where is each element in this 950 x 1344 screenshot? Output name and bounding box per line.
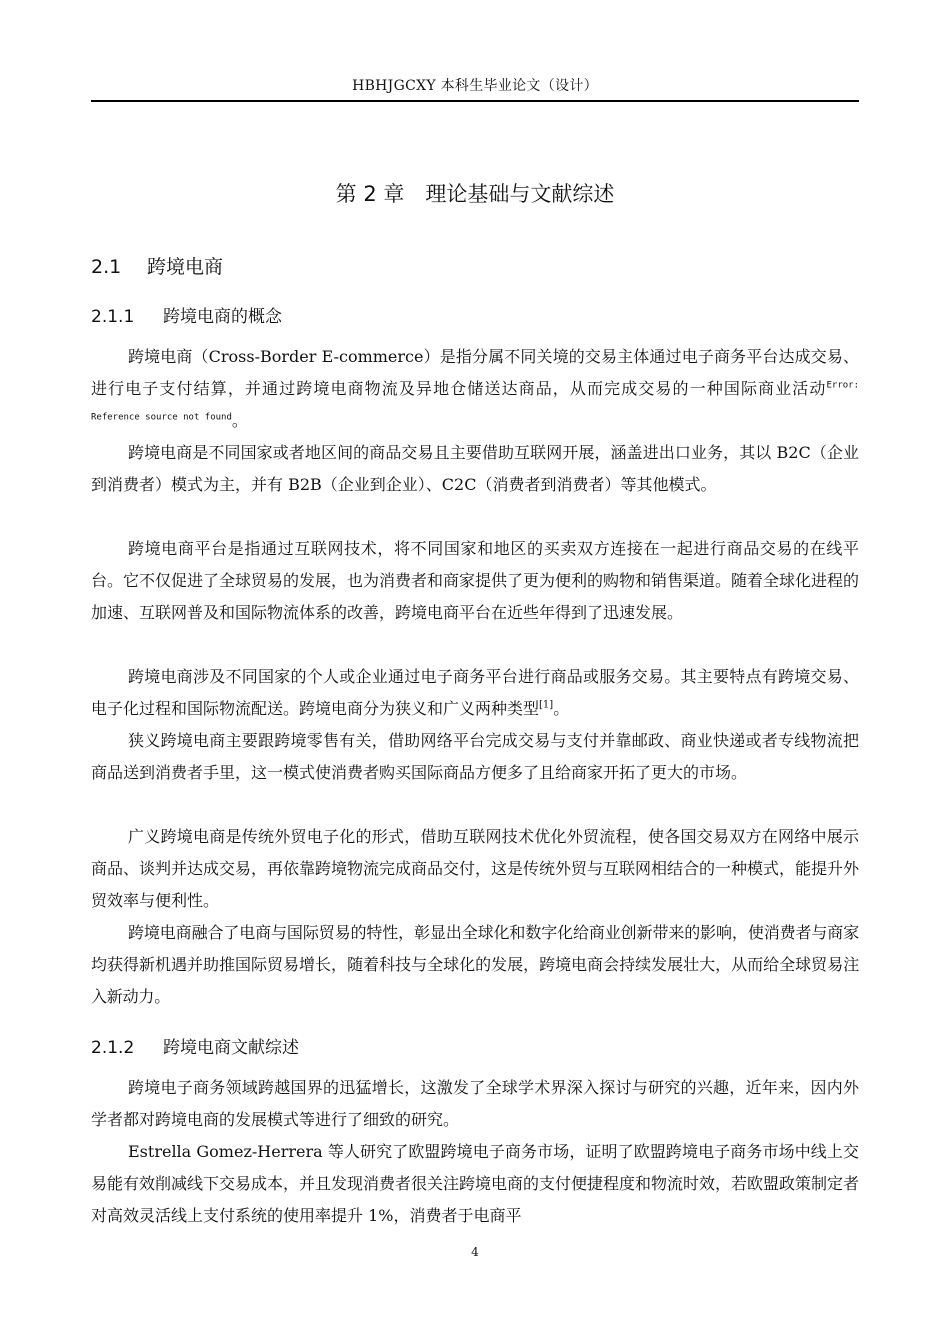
paragraph-9: Estrella Gomez-Herrera 等人研究了欧盟跨境电子商务市场，证明了欧盟跨境电子商务市场中线上交易能有效削减线下交易成本，并且发现消费者很关注跨境电商的支付便捷程度和物流时效，若欧盟政策制定者对高效灵活线上支付系统的使用率提升 1%，消费者于电商平 xyxy=(91,1142,860,1225)
citation-error: Error: Reference source not found xyxy=(91,380,859,423)
subsection-heading-2-1-1 xyxy=(91,304,282,330)
paragraph-7: 跨境电商融合了电商与国际贸易的特性，彰显出全球化和数字化给商业创新带来的影响，使消费者与商家均获得新机遇并助推国际贸易增长，随着科技与全球化的发展，跨境电商会持续发展壮大，从而给全球贸易注入新动力。 xyxy=(91,923,859,1006)
paragraph-end: 。 xyxy=(553,699,570,718)
paragraph-text: 跨境电商涉及不同国家的个人或企业通过电子商务平台进行商品或服务交易。其主要特点有跨境交易、电子化过程和国际物流配送。跨境电商分为狭义和广义两种类型 xyxy=(91,667,859,718)
subsection-number: 2.1.1 xyxy=(91,307,135,327)
paragraph-6: 广义跨境电商是传统外贸电子化的形式，借助互联网技术优化外贸流程，使各国交易双方在网络中展示商品、谈判并达成交易，再依靠跨境物流完成商品交付，这是传统外贸与互联网相结合的一种模式，能提升外贸效率与便利性。 xyxy=(91,827,860,910)
subsection-title: 跨境电商的概念 xyxy=(163,307,282,327)
paragraph-4 xyxy=(91,661,859,725)
paragraph-8: 跨境电子商务领域跨越国界的迅猛增长，这激发了全球学术界深入探讨与研究的兴趣，近年来，因内外学者都对跨境电商的发展模式等进行了细致的研究。 xyxy=(91,1078,859,1129)
page-number: 4 xyxy=(471,1245,479,1259)
subsection-number: 2.1.2 xyxy=(91,1038,135,1058)
paragraph-3: 跨境电商平台是指通过互联网技术，将不同国家和地区的买卖双方连接在一起进行商品交易的在线平台。它不仅促进了全球贸易的发展，也为消费者和商家提供了更为便利的购物和销售渠道。随着全球化进程的加速、互联网普及和国际物流体系的改善，跨境电商平台在近些年得到了迅速发展。 xyxy=(91,539,860,622)
paragraph-1 xyxy=(91,341,859,437)
section-number: 2.1 xyxy=(91,256,122,278)
subsection-title: 跨境电商文献综述 xyxy=(163,1038,299,1058)
paragraph-end: 。 xyxy=(231,411,248,430)
citation-ref: [1] xyxy=(539,699,554,711)
chapter-title: 第 2 章 理论基础与文献综述 xyxy=(335,182,615,206)
section-heading-2-1 xyxy=(91,253,223,281)
paragraph-2: 跨境电商是不同国家或者地区间的商品交易且主要借助互联网开展，涵盖进出口业务，其以 B2C（企业到消费者）模式为主，并有 B2B（企业到企业）、C2C（消费者到消费者）等其他模式。 xyxy=(91,443,859,494)
paragraph-text: 跨境电商（Cross-Border E-commerce）是指分属不同关境的交易主体通过电子商务平台达成交易、进行电子支付结算，并通过跨境电商物流及异地仓储送达商品，从而完成交易的一种国际商业活动 xyxy=(91,347,859,398)
subsection-heading-2-1-2 xyxy=(91,1035,299,1061)
running-header: HBHJGCXY 本科生毕业论文（设计） xyxy=(91,74,859,102)
section-title: 跨境电商 xyxy=(147,256,224,278)
paragraph-5: 狭义跨境电商主要跟跨境零售有关，借助网络平台完成交易与支付并靠邮政、商业快递或者专线物流把商品送到消费者手里，这一模式使消费者购买国际商品方便多了且给商家开拓了更大的市场。 xyxy=(91,731,859,782)
